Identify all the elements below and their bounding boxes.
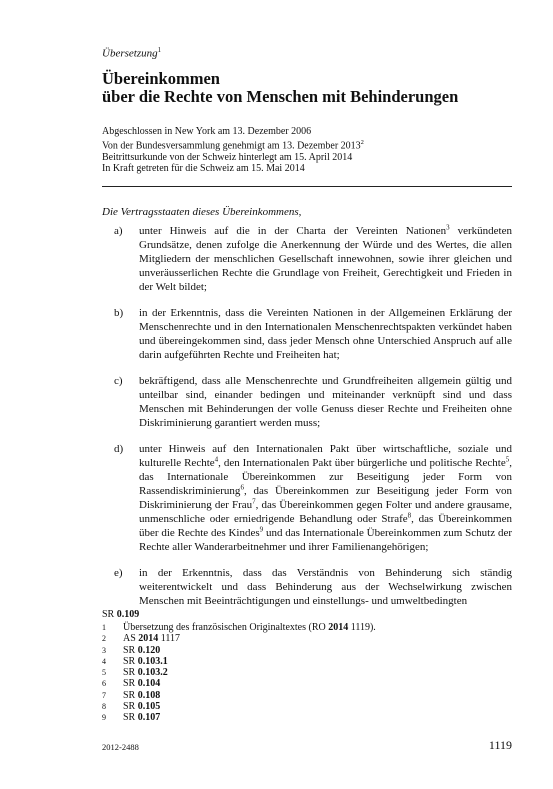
- document-title: [102, 70, 458, 106]
- footnotes: [102, 622, 376, 724]
- sr-number: SR 0.109: [102, 609, 140, 620]
- footnote: 4 SR 0.103.1: [102, 655, 168, 667]
- list-item: b) in der Erkenntnis, dass die Vereinten Nationen in der Allgemeinen Erklärung der Menschenrechte und in den Internationalen Menschenrechtspakten verkündet haben und übereingekommen sind, dass jeder Mensch ohne Unterschied Anspruch auf alle darin aufgeführten Rechte und Freiheiten hat;: [114, 307, 512, 361]
- item-marker: e): [114, 567, 123, 579]
- translation-label: Übersetzung$^1$: [102, 46, 162, 60]
- document-metadata: [102, 126, 364, 174]
- footnote: 8 SR 0.105: [102, 701, 161, 713]
- list-item: e) in der Erkenntnis, dass das Verständnis von Behinderung sich ständig weiterentwickelt und dass Behinderung aus der Wechselwirkung zwischen Menschen mit Beeinträchtigungen und einstellungs- und umweltbedingten: [114, 567, 512, 607]
- footnote: 7 SR 0.108: [102, 689, 161, 701]
- header-divider: [102, 186, 512, 187]
- title-line: Übereinkommen: [102, 69, 220, 88]
- item-marker: b): [114, 307, 124, 319]
- meta-line: Von der Bundesversammlung genehmigt am 13. Dezember 2013$^2$: [102, 139, 364, 152]
- preamble-heading: Die Vertragsstaaten dieses Übereinkommens,: [102, 206, 302, 218]
- list-item: c) bekräftigend, dass alle Menschenrechte und Grundfreiheiten allgemein gültig und unteilbar sind, einander bedingen und miteinander verknüpft sind und dass Menschen mit Behinderungen der volle Genuss dieser Rechte und Freiheiten ohne Diskriminierung garantiert werden muss;: [114, 375, 512, 429]
- footnote: 3 SR 0.120: [102, 644, 161, 656]
- meta-line: In Kraft getreten für die Schweiz am 15. Mai 2014: [102, 162, 305, 174]
- footnote: 2 AS 2014 1117: [102, 633, 181, 645]
- meta-line: Abgeschlossen in New York am 13. Dezember 2006: [102, 126, 312, 137]
- item-marker: d): [114, 443, 124, 455]
- item-marker: a): [114, 225, 123, 237]
- list-item: a) unter Hinweis auf die in der Charta der Vereinten Nationen$^3$ verkündeten Grundsätze, denen zufolge die Anerkennung der Würde und des Wertes, die allen Mitgliedern der menschlichen Gesellschaft innewohnen, sowie ihrer gleichen und unveräusserlichen Rechte die Grundlage von Freiheit, Gerechtigkeit und Frieden in der Welt bildet;: [114, 223, 512, 293]
- footnote: 1 Übersetzung des französischen Originaltextes (RO 2014 1119).: [102, 622, 376, 633]
- document-number: 2012-2488: [102, 742, 139, 752]
- item-marker: c): [114, 375, 123, 387]
- footnote: 9 SR 0.107: [102, 712, 161, 724]
- footnote: 6 SR 0.104: [102, 678, 161, 690]
- list-item: d) unter Hinweis auf den Internationalen Pakt über wirtschaftliche, soziale und kulturelle Rechte$^4$, den Internationalen Pakt über bürgerliche und politische Rechte$^5$, das Internationale Übereinkommen zur Beseitigung jeder Form von Rassendiskriminierung$^6$, das Übereinkommen zur Beseitigung jeder Form von Diskriminierung der Frau$^7$, das Übereinkommen gegen Folter und andere grausame, unmenschliche oder erniedrigende Behandlung oder Strafe$^8$, das Übereinkommen über die Rechte des Kindes$^9$ und das Internationale Übereinkommen zum Schutz der Rechte aller Wanderarbeitnehmer und ihrer Familienangehörigen;: [114, 443, 512, 553]
- footnote: 5 SR 0.103.2: [102, 667, 168, 679]
- page-number: 1119: [488, 738, 512, 752]
- recitals-list: [102, 224, 512, 620]
- title-line: über die Rechte von Menschen mit Behinderungen: [102, 87, 459, 106]
- footnote-ref: 1: [157, 46, 162, 54]
- meta-line: Beitrittsurkunde von der Schweiz hinterlegt am 15. April 2014: [102, 151, 353, 163]
